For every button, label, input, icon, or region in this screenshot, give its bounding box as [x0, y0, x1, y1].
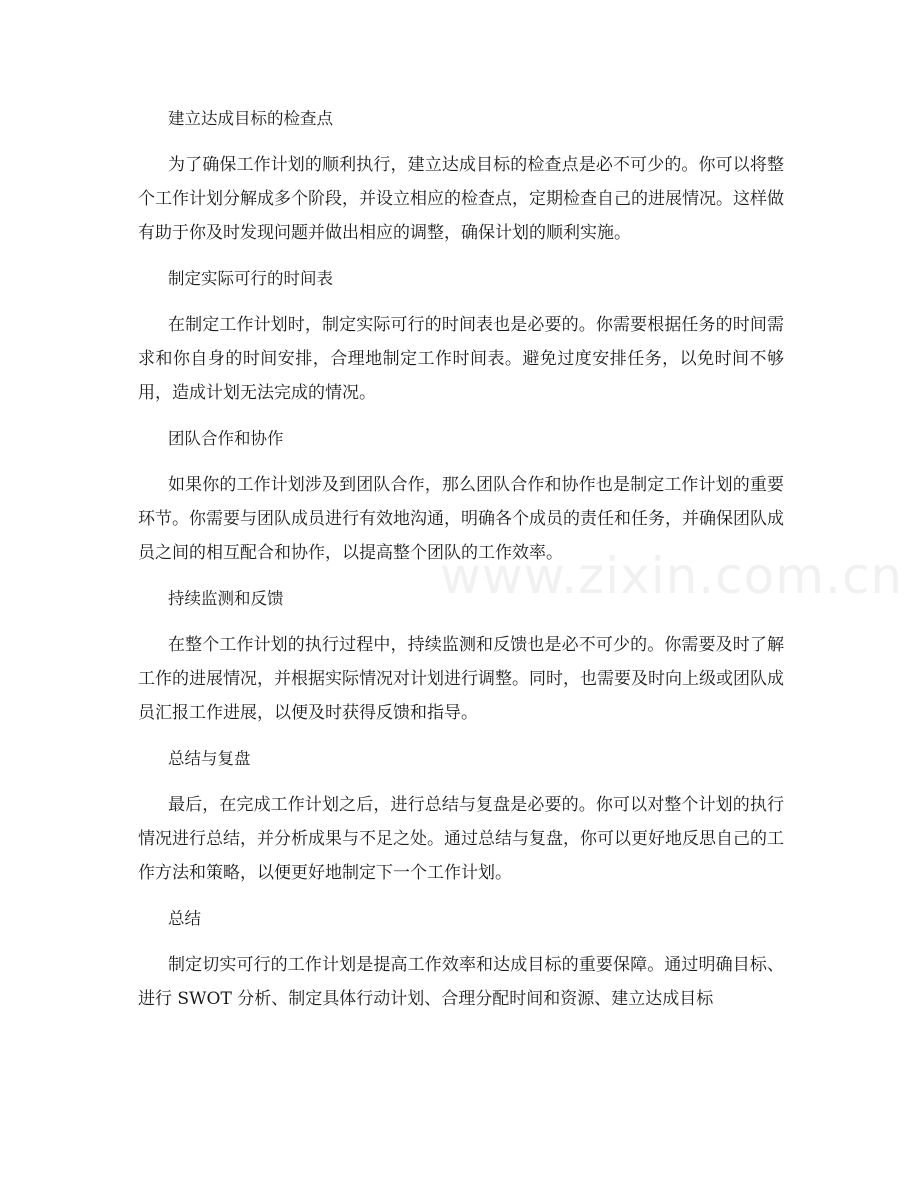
section-paragraph-checkpoints: 为了确保工作计划的顺利执行，建立达成目标的检查点是必不可少的。你可以将整个工作计划分解成多个阶段，并设立相应的检查点，定期检查自己的进展情况。这样做有助于你及时发现问题并做出相应的调整，确保计划的顺利实施。 — [138, 155, 784, 243]
section-paragraph-review: 最后，在完成工作计划之后，进行总结与复盘是必要的。你可以对整个计划的执行情况进行总结，并分析成果与不足之处。通过总结与复盘，你可以更好地反思自己的工作方法和策略，以便更好地制定下一个工作计划。 — [138, 795, 784, 883]
section-paragraph-timetable: 在制定工作计划时，制定实际可行的时间表也是必要的。你需要根据任务的时间需求和你自身的时间安排，合理地制定工作时间表。避免过度安排任务，以免时间不够用，造成计划无法完成的情况。 — [138, 315, 784, 403]
section-paragraph-monitoring: 在整个工作计划的执行过程中，持续监测和反馈也是必不可少的。你需要及时了解工作的进展情况，并根据实际情况对计划进行调整。同时，也需要及时向上级或团队成员汇报工作进展，以便及时获得反馈和指导。 — [138, 635, 784, 723]
section-heading-monitoring: 持续监测和反馈 — [168, 589, 284, 608]
section-paragraph-summary: 制定切实可行的工作计划是提高工作效率和达成目标的重要保障。通过明确目标、进行 SWOT 分析、制定具体行动计划、合理分配时间和资源、建立达成目标 — [138, 955, 784, 1009]
section-paragraph-teamwork: 如果你的工作计划涉及到团队合作，那么团队合作和协作也是制定工作计划的重要环节。你需要与团队成员进行有效地沟通，明确各个成员的责任和任务，并确保团队成员之间的相互配合和协作，以提高整个团队的工作效率。 — [138, 475, 784, 563]
document-body — [138, 102, 784, 1028]
section-heading-review: 总结与复盘 — [168, 749, 251, 768]
section-heading-teamwork: 团队合作和协作 — [168, 429, 284, 448]
section-heading-checkpoints: 建立达成目标的检查点 — [168, 109, 333, 128]
section-heading-summary: 总结 — [168, 909, 201, 928]
watermark-text: www.zixin.com.cn — [440, 547, 904, 605]
section-heading-timetable: 制定实际可行的时间表 — [168, 269, 333, 288]
